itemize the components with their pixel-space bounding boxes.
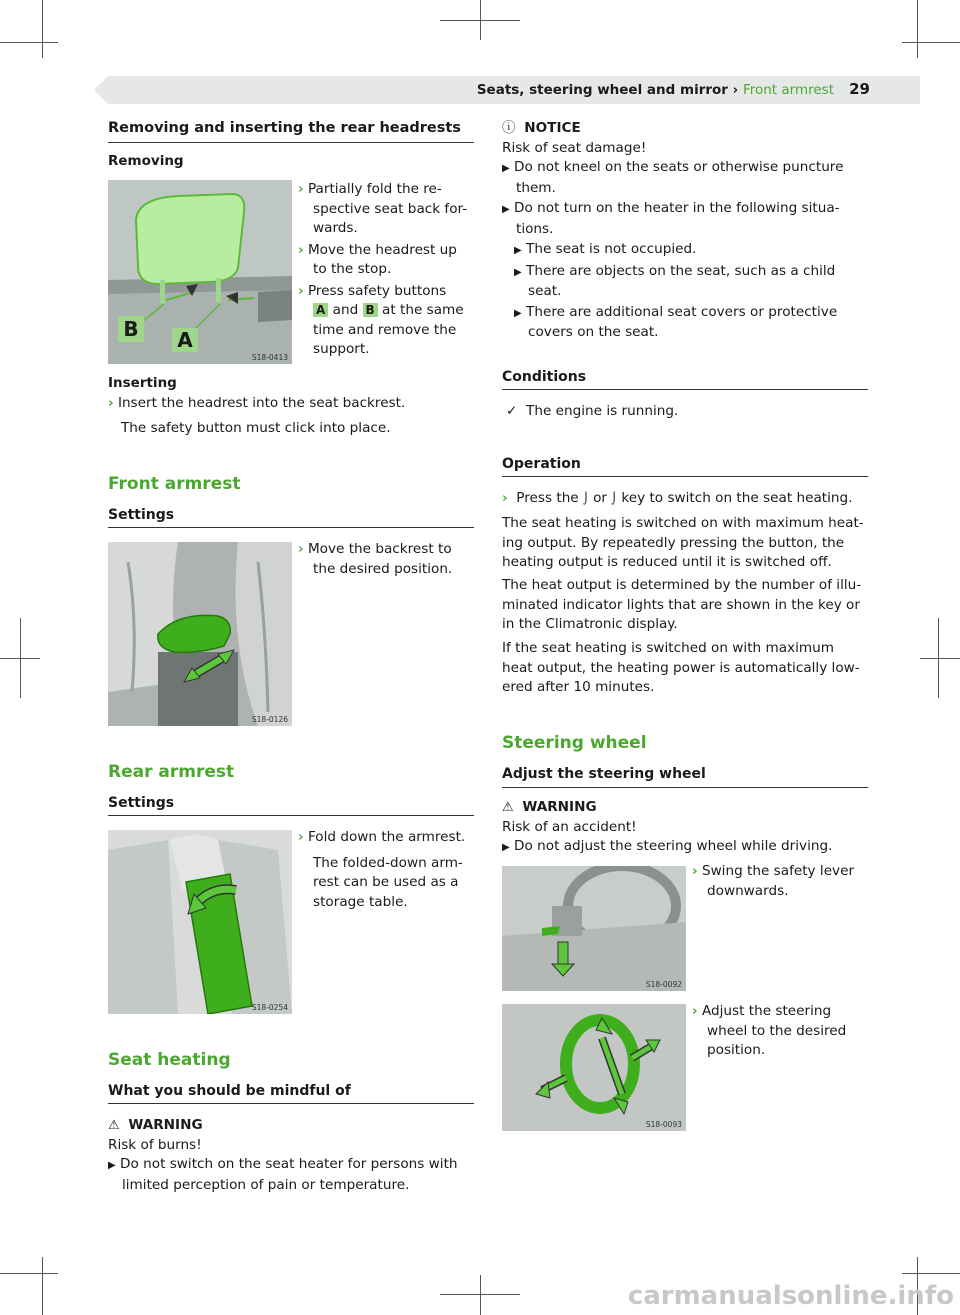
page-header	[108, 76, 920, 104]
figure-code: S18-0413	[251, 353, 288, 362]
step-text: Move the backrest to	[307, 541, 452, 557]
headrest-figure	[108, 180, 292, 364]
inserting-subtitle: Inserting	[108, 375, 177, 391]
operation-paragraph	[502, 639, 872, 698]
step-text: time and remove the	[313, 321, 457, 338]
crop-mark	[480, 1275, 481, 1315]
crop-mark	[0, 1273, 58, 1274]
step-text: Insert the headrest into the seat backrest.	[117, 395, 406, 411]
step-chevron-icon: ›	[692, 863, 698, 879]
step-text: Fold down the armrest.	[307, 829, 466, 845]
step-note: The folded-down arm-	[313, 854, 463, 871]
step-note: rest can be used as a	[313, 874, 459, 890]
removing-steps	[298, 180, 476, 360]
paragraph-line: minated indicator lights that are shown in the key or	[502, 596, 860, 613]
svg-text:B: B	[123, 317, 139, 341]
warning-label: WARNING	[128, 1117, 203, 1133]
step-chevron-icon: ›	[298, 541, 304, 557]
notice-item: tions.	[516, 220, 554, 237]
seat-heating-driver-icon: ⌡	[583, 492, 589, 505]
paragraph-line: heat output, the heating power is automatically low-	[502, 659, 860, 676]
heading-rule	[108, 1103, 474, 1104]
checkmark-icon: ✓	[506, 403, 518, 419]
heading-rule	[108, 142, 474, 143]
figure-code: S18-0254	[251, 1003, 288, 1012]
step-text: Swing the safety lever	[701, 863, 855, 879]
crop-mark	[42, 0, 43, 58]
step-chevron-icon: ›	[298, 829, 304, 845]
paragraph-line: heating output is reduced until it is switched off.	[502, 554, 832, 570]
safety-lever-illustration	[502, 866, 686, 991]
notice-label: NOTICE	[524, 120, 581, 136]
breadcrumb-current: Front armrest	[742, 82, 834, 98]
front-armrest-title: Front armrest	[108, 474, 241, 494]
crop-mark	[917, 0, 918, 58]
seat-heating-subtitle: What you should be mindful of	[108, 1083, 351, 1099]
warning-item: limited perception of pain or temperature.	[122, 1176, 410, 1193]
operation-title: Operation	[502, 456, 581, 472]
steering-subtitle: Adjust the steering wheel	[502, 766, 706, 782]
warning-label: WARNING	[522, 799, 597, 815]
conditions-title: Conditions	[502, 369, 587, 385]
svg-text:A: A	[177, 328, 193, 352]
page-number: 29	[849, 80, 870, 98]
watermark[interactable]: carmanualsonline.info	[627, 1281, 954, 1311]
notice-subitem: seat.	[528, 283, 562, 299]
heading-rule	[108, 815, 474, 816]
crop-mark	[0, 42, 58, 43]
operation-paragraph	[502, 514, 872, 573]
rear-armrest-step	[298, 828, 476, 912]
paragraph-line: The heat output is determined by the number of illu-	[502, 577, 862, 593]
headrest-illustration	[108, 180, 292, 364]
seat-heating-title: Seat heating	[108, 1050, 231, 1070]
seat-heating-passenger-icon: ⌡	[611, 492, 618, 505]
step-text: key to switch on the seat heating.	[621, 490, 853, 506]
crop-mark	[20, 618, 21, 698]
label-a: A	[313, 303, 328, 317]
rear-armrest-figure	[108, 830, 292, 1014]
front-armrest-illustration	[108, 542, 292, 726]
heading-rule	[502, 476, 868, 477]
heading-rule	[502, 787, 868, 788]
step-text: at the same	[382, 302, 464, 318]
bullet-triangle-icon: ▶	[502, 204, 510, 215]
step-note: storage table.	[313, 893, 408, 910]
steering-step-2	[692, 1002, 870, 1061]
warning-icon: ⚠	[108, 1118, 120, 1133]
front-armrest-subtitle: Settings	[108, 507, 175, 523]
step-text: wards.	[313, 220, 358, 236]
step-text: downwards.	[707, 882, 789, 899]
heading-rule	[108, 527, 474, 528]
step-text: or	[593, 490, 607, 506]
heading-rule	[502, 389, 868, 390]
notice-text: Risk of seat damage!	[502, 139, 647, 156]
crop-mark	[938, 618, 939, 698]
crop-mark	[902, 1273, 960, 1274]
paragraph-line: ing output. By repeatedly pressing the button, the	[502, 534, 845, 551]
breadcrumb	[477, 82, 834, 98]
step-chevron-icon: ›	[502, 490, 508, 506]
step-text: wheel to the desired	[707, 1022, 847, 1039]
step-text: Move the headrest up	[307, 241, 457, 258]
accident-warning	[502, 798, 872, 858]
warning-icon: ⚠	[502, 800, 514, 815]
notice-item: Do not turn on the heater in the following situa-	[514, 200, 840, 216]
removing-subtitle: Removing	[108, 153, 184, 169]
notice-subitem: There are objects on the seat, such as a child	[526, 262, 836, 279]
paragraph-line: ered after 10 minutes.	[502, 679, 655, 695]
step-chevron-icon: ›	[298, 282, 304, 299]
inserting-note: The safety button must click into place.	[121, 420, 391, 436]
warning-item: Do not switch on the seat heater for persons with	[120, 1156, 458, 1172]
step-text: Press the	[516, 490, 579, 506]
bullet-triangle-icon: ▶	[514, 266, 522, 278]
step-text: position.	[707, 1042, 766, 1058]
steering-adjust-illustration	[502, 1004, 686, 1131]
step-text: Partially fold the re-	[307, 181, 442, 197]
step-chevron-icon: ›	[298, 241, 304, 258]
bullet-triangle-icon: ▶	[108, 1160, 116, 1171]
condition-item	[506, 402, 678, 422]
step-chevron-icon: ›	[108, 395, 114, 411]
paragraph-line: The seat heating is switched on with maximum heat-	[502, 515, 864, 531]
step-text: Adjust the steering	[701, 1003, 832, 1019]
notice-item: Do not kneel on the seats or otherwise puncture	[514, 159, 844, 175]
step-text: spective seat back for-	[313, 200, 468, 217]
crop-mark	[42, 1257, 43, 1315]
inserting-step	[108, 394, 405, 414]
header-arrow	[94, 76, 108, 104]
burn-warning	[108, 1116, 474, 1195]
breadcrumb-section[interactable]: Seats, steering wheel and mirror	[476, 82, 728, 98]
step-text: and	[332, 302, 359, 318]
front-armrest-figure	[108, 542, 292, 726]
front-armrest-step	[298, 540, 476, 579]
paragraph-line: If the seat heating is switched on with maximum	[502, 640, 834, 656]
notice-icon: ⓘ	[502, 120, 516, 136]
headrests-title: Removing and inserting the rear headrests	[108, 120, 461, 136]
operation-step	[502, 489, 872, 509]
notice-subitem: There are additional seat covers or protective	[526, 303, 838, 320]
rear-armrest-title: Rear armrest	[108, 762, 235, 782]
figure-code: S18-0126	[251, 715, 288, 724]
crop-mark	[920, 658, 960, 659]
crop-mark	[902, 42, 960, 43]
steering-adjust-figure	[502, 1004, 686, 1131]
steering-step-1	[692, 862, 870, 901]
notice-subitem: covers on the seat.	[528, 324, 659, 340]
step-chevron-icon: ›	[298, 181, 304, 197]
paragraph-line: in the Climatronic display.	[502, 616, 678, 632]
operation-paragraph	[502, 576, 872, 635]
rear-armrest-subtitle: Settings	[108, 795, 175, 811]
label-b: B	[363, 303, 378, 317]
rear-armrest-illustration	[108, 830, 292, 1014]
safety-lever-figure	[502, 866, 686, 991]
breadcrumb-separator: ›	[732, 82, 739, 98]
bullet-triangle-icon: ▶	[502, 842, 510, 853]
notice-subitem: The seat is not occupied.	[526, 241, 697, 257]
step-chevron-icon: ›	[692, 1003, 698, 1019]
step-text: to the stop.	[313, 261, 392, 277]
step-text: support.	[313, 341, 370, 357]
steering-title: Steering wheel	[502, 733, 647, 753]
bullet-triangle-icon: ▶	[514, 245, 522, 256]
step-text: the desired position.	[313, 560, 453, 577]
bullet-triangle-icon: ▶	[502, 163, 510, 174]
figure-code: S18-0093	[645, 1120, 682, 1129]
bullet-triangle-icon: ▶	[514, 307, 522, 319]
notice-item: them.	[516, 179, 556, 196]
warning-text: Risk of an accident!	[502, 818, 637, 835]
condition-text: The engine is running.	[526, 403, 679, 419]
step-text: Press safety buttons	[307, 282, 447, 299]
warning-item: Do not adjust the steering wheel while driving.	[514, 838, 833, 854]
crop-mark	[480, 0, 481, 40]
figure-code: S18-0092	[645, 980, 682, 989]
warning-text: Risk of burns!	[108, 1136, 202, 1153]
notice-box	[502, 119, 872, 343]
